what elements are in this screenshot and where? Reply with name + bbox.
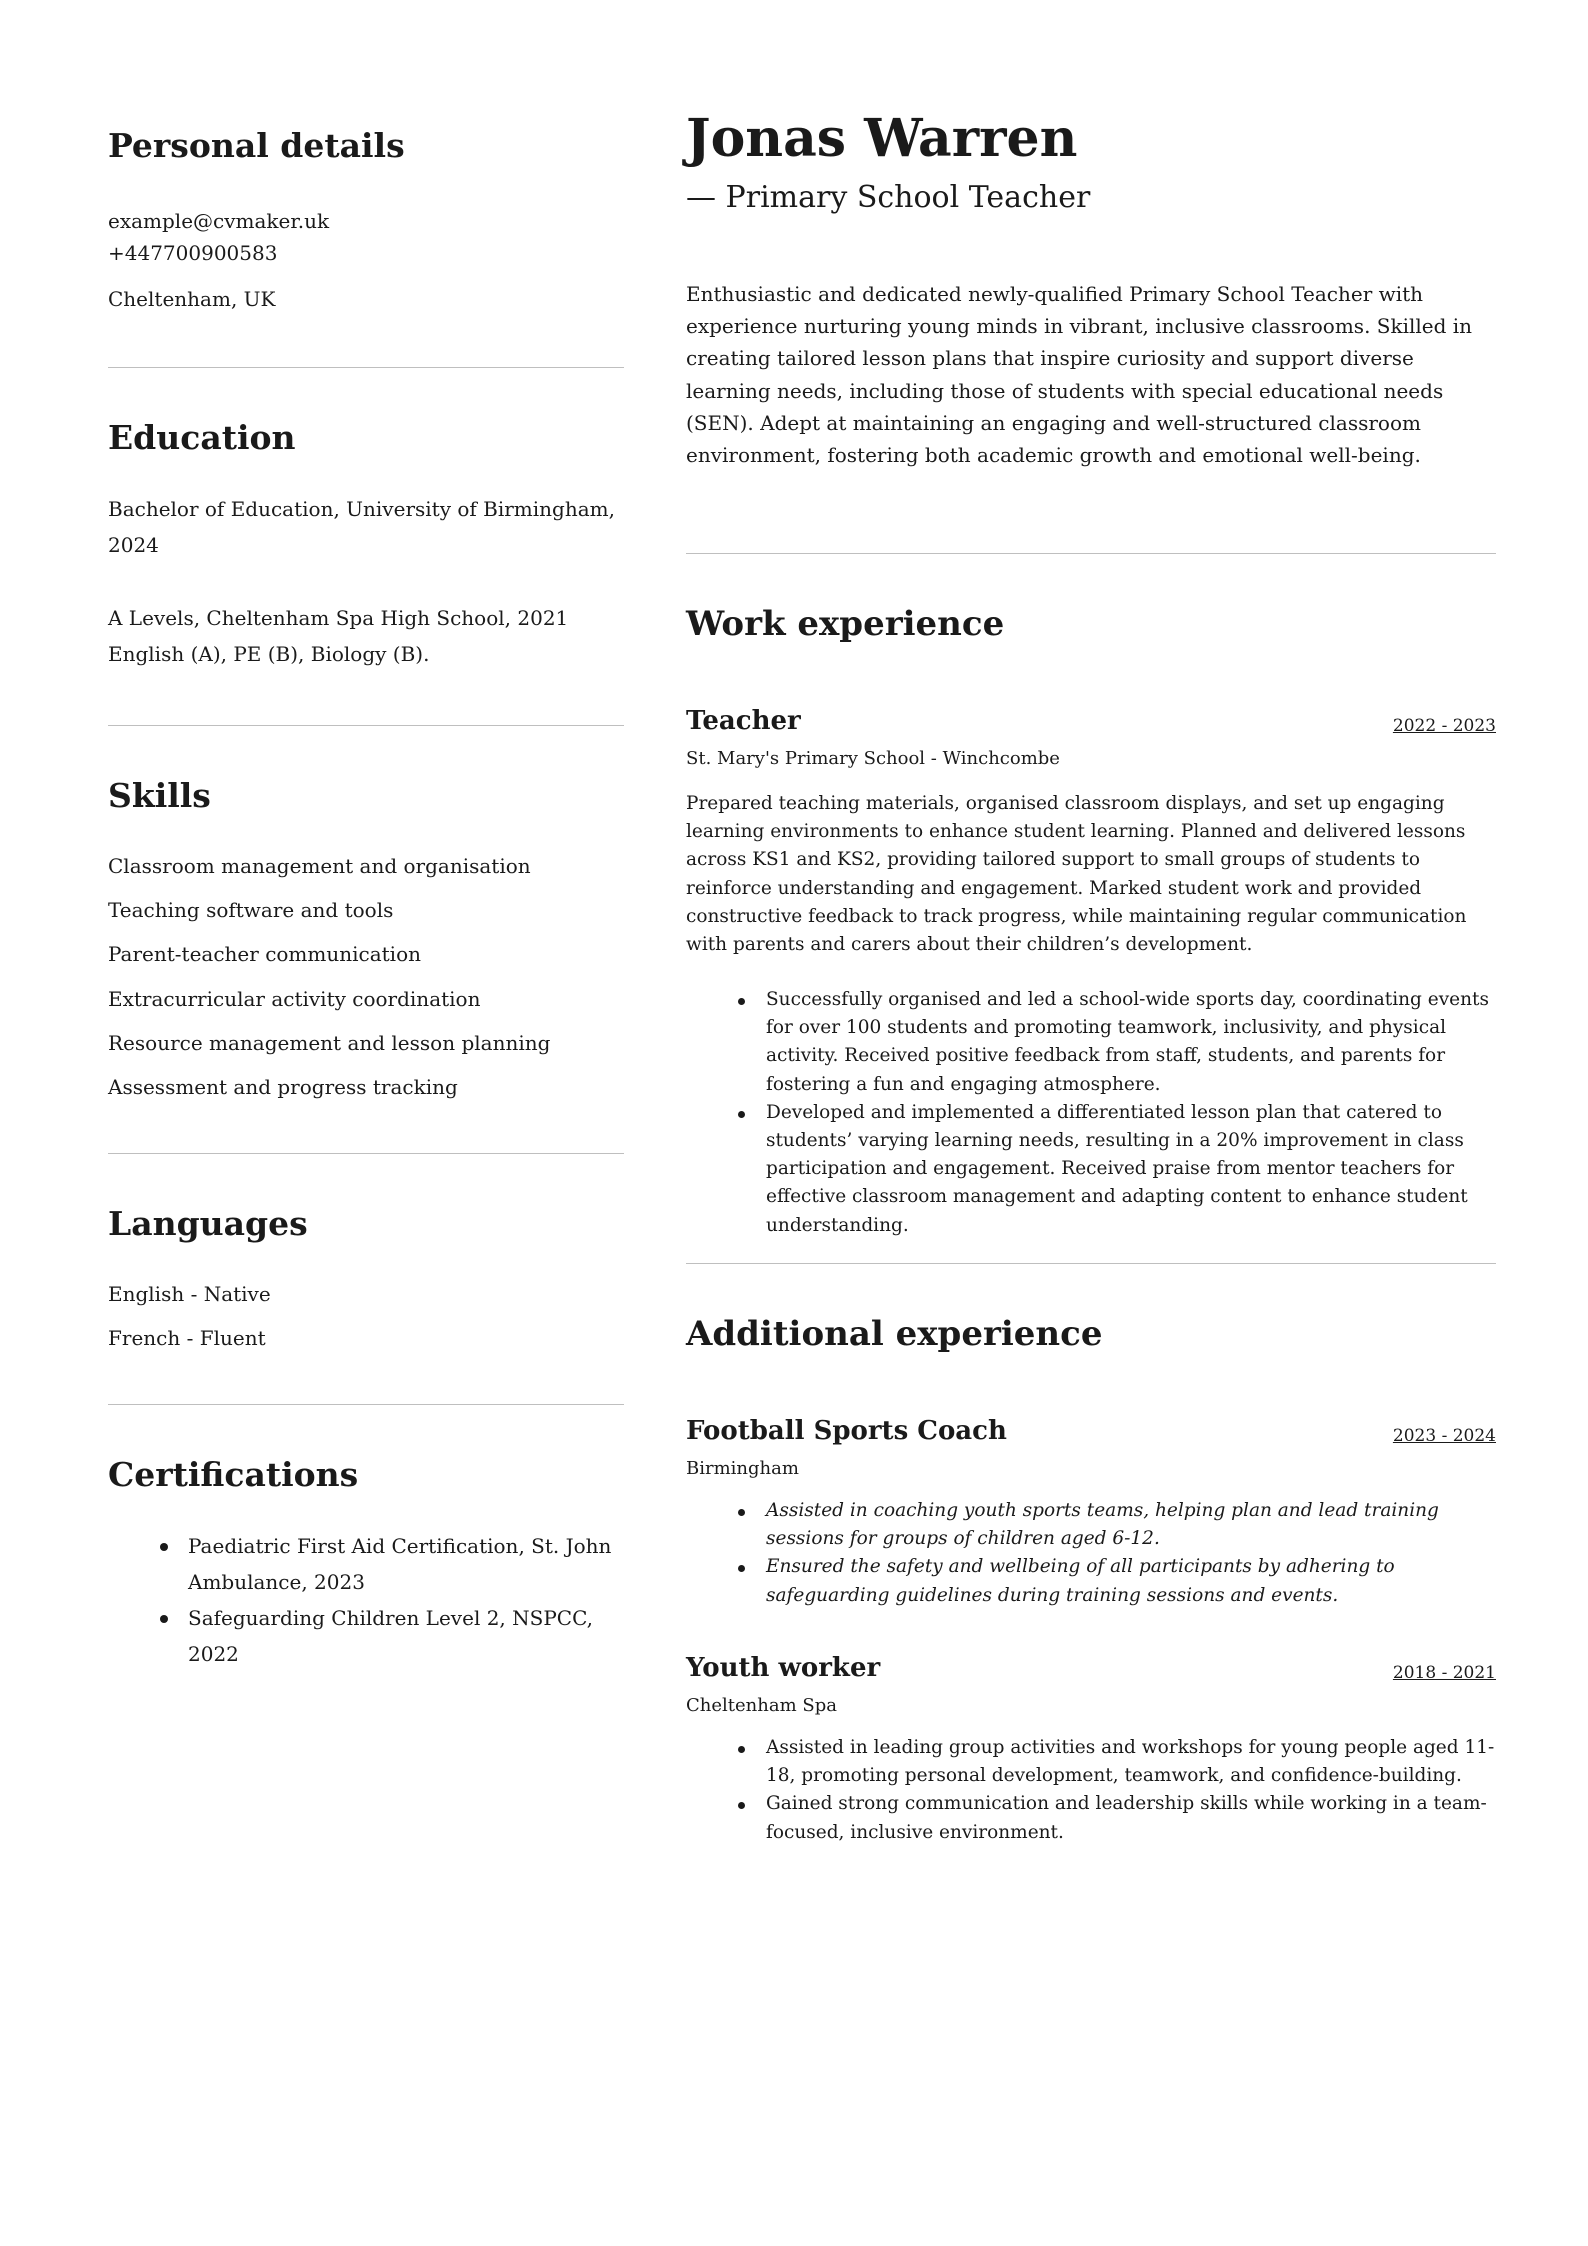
job-employer: St. Mary's Primary School - Winchcombe — [686, 748, 1060, 769]
divider — [108, 725, 624, 726]
education-entry-1-line1: Bachelor of Education, University of Birmingham, — [108, 497, 615, 521]
divider — [108, 367, 624, 368]
job-dates: 2023 - 2024 — [1392, 1426, 1496, 1446]
education-entry-2-line2: English (A), PE (B), Biology (B). — [108, 642, 430, 666]
job-responsibilities — [686, 1734, 1496, 1847]
divider — [686, 553, 1496, 554]
job-title: Youth worker — [686, 1653, 881, 1683]
skill-item: Resource management and lesson planning — [108, 1031, 551, 1055]
skills-heading: Skills — [108, 776, 211, 815]
job-dates: 2018 - 2021 — [1392, 1663, 1496, 1683]
certification-item: Safeguarding Children Level 2, NSPCC, 2022 — [108, 1600, 624, 1672]
skill-item: Teaching software and tools — [108, 898, 394, 922]
job-responsibilities — [686, 1497, 1496, 1610]
location: Cheltenham, UK — [108, 287, 276, 311]
achievement-item: Successfully organised and led a school-wide sports day, coordinating events for over 100 students and promoting teamwork, inclusivity, and physical activity. Received positive feedback from staff, students, and parents for fostering a fun and engaging atmosphere. — [686, 986, 1496, 1099]
education-heading: Education — [108, 418, 296, 457]
certification-item: Paediatric First Aid Certification, St. John Ambulance, 2023 — [108, 1528, 624, 1600]
email: example@cvmaker.uk — [108, 209, 330, 233]
achievement-item: Developed and implemented a differentiated lesson plan that catered to students’ varying learning needs, resulting in a 20% improvement in class participation and engagement. Received praise from mentor teachers for effective classroom management and adapting content to enhance student understanding. — [686, 1099, 1496, 1240]
additional-experience-heading: Additional experience — [686, 1314, 1103, 1354]
skill-item: Assessment and progress tracking — [108, 1075, 458, 1099]
certifications-heading: Certifications — [108, 1455, 359, 1494]
divider — [108, 1153, 624, 1154]
candidate-name: Jonas Warren — [686, 108, 1078, 169]
job-description: Prepared teaching materials, organised classroom displays, and set up engaging learning environments to enhance student learning. Planned and delivered lessons across KS1 and KS2, providing tailored support to small groups of students to reinforce understanding and engagement. Marked student work and provided constructive feedback to track progress, while maintaining regular communication with parents and carers about their children’s development. — [686, 793, 1467, 956]
responsibility-item: Assisted in coaching youth sports teams, helping plan and lead training sessions for groups of children aged 6-12. — [686, 1497, 1496, 1553]
personal-details-heading: Personal details — [108, 126, 405, 165]
job-achievements — [686, 986, 1496, 1240]
profile-summary: Enthusiastic and dedicated newly-qualified Primary School Teacher with experience nurturing young minds in vibrant, inclusive classrooms. Skilled in creating tailored lesson plans that inspire curiosity and support diverse learning needs, including those of students with special educational needs (SEN). Adept at maintaining an engaging and well-structured classroom environment, fostering both academic growth and emotional well-being. — [686, 282, 1473, 468]
skill-item: Classroom management and organisation — [108, 854, 531, 878]
skill-item: Extracurricular activity coordination — [108, 987, 481, 1011]
work-experience-heading: Work experience — [686, 604, 1005, 644]
job-employer: Cheltenham Spa — [686, 1695, 837, 1716]
language-item: English - Native — [108, 1282, 271, 1306]
responsibility-item: Ensured the safety and wellbeing of all participants by adhering to safeguarding guidelines during training sessions and events. — [686, 1553, 1496, 1609]
languages-heading: Languages — [108, 1204, 308, 1243]
divider — [686, 1263, 1496, 1264]
education-entry-2-line1: A Levels, Cheltenham Spa High School, 2021 — [108, 606, 569, 630]
divider — [108, 1404, 624, 1405]
phone: +447700900583 — [108, 241, 278, 265]
job-title-header: — Primary School Teacher — [686, 180, 1091, 215]
education-entry-1-line2: 2024 — [108, 533, 159, 557]
responsibility-item: Gained strong communication and leadership skills while working in a team-focused, inclusive environment. — [686, 1790, 1496, 1846]
certifications-list — [108, 1528, 624, 1672]
job-title: Teacher — [686, 706, 801, 736]
job-employer: Birmingham — [686, 1458, 799, 1479]
job-title: Football Sports Coach — [686, 1416, 1007, 1446]
job-dates: 2022 - 2023 — [1392, 716, 1496, 736]
responsibility-item: Assisted in leading group activities and workshops for young people aged 11-18, promoting personal development, teamwork, and confidence-building. — [686, 1734, 1496, 1790]
skill-item: Parent-teacher communication — [108, 942, 421, 966]
language-item: French - Fluent — [108, 1326, 266, 1350]
